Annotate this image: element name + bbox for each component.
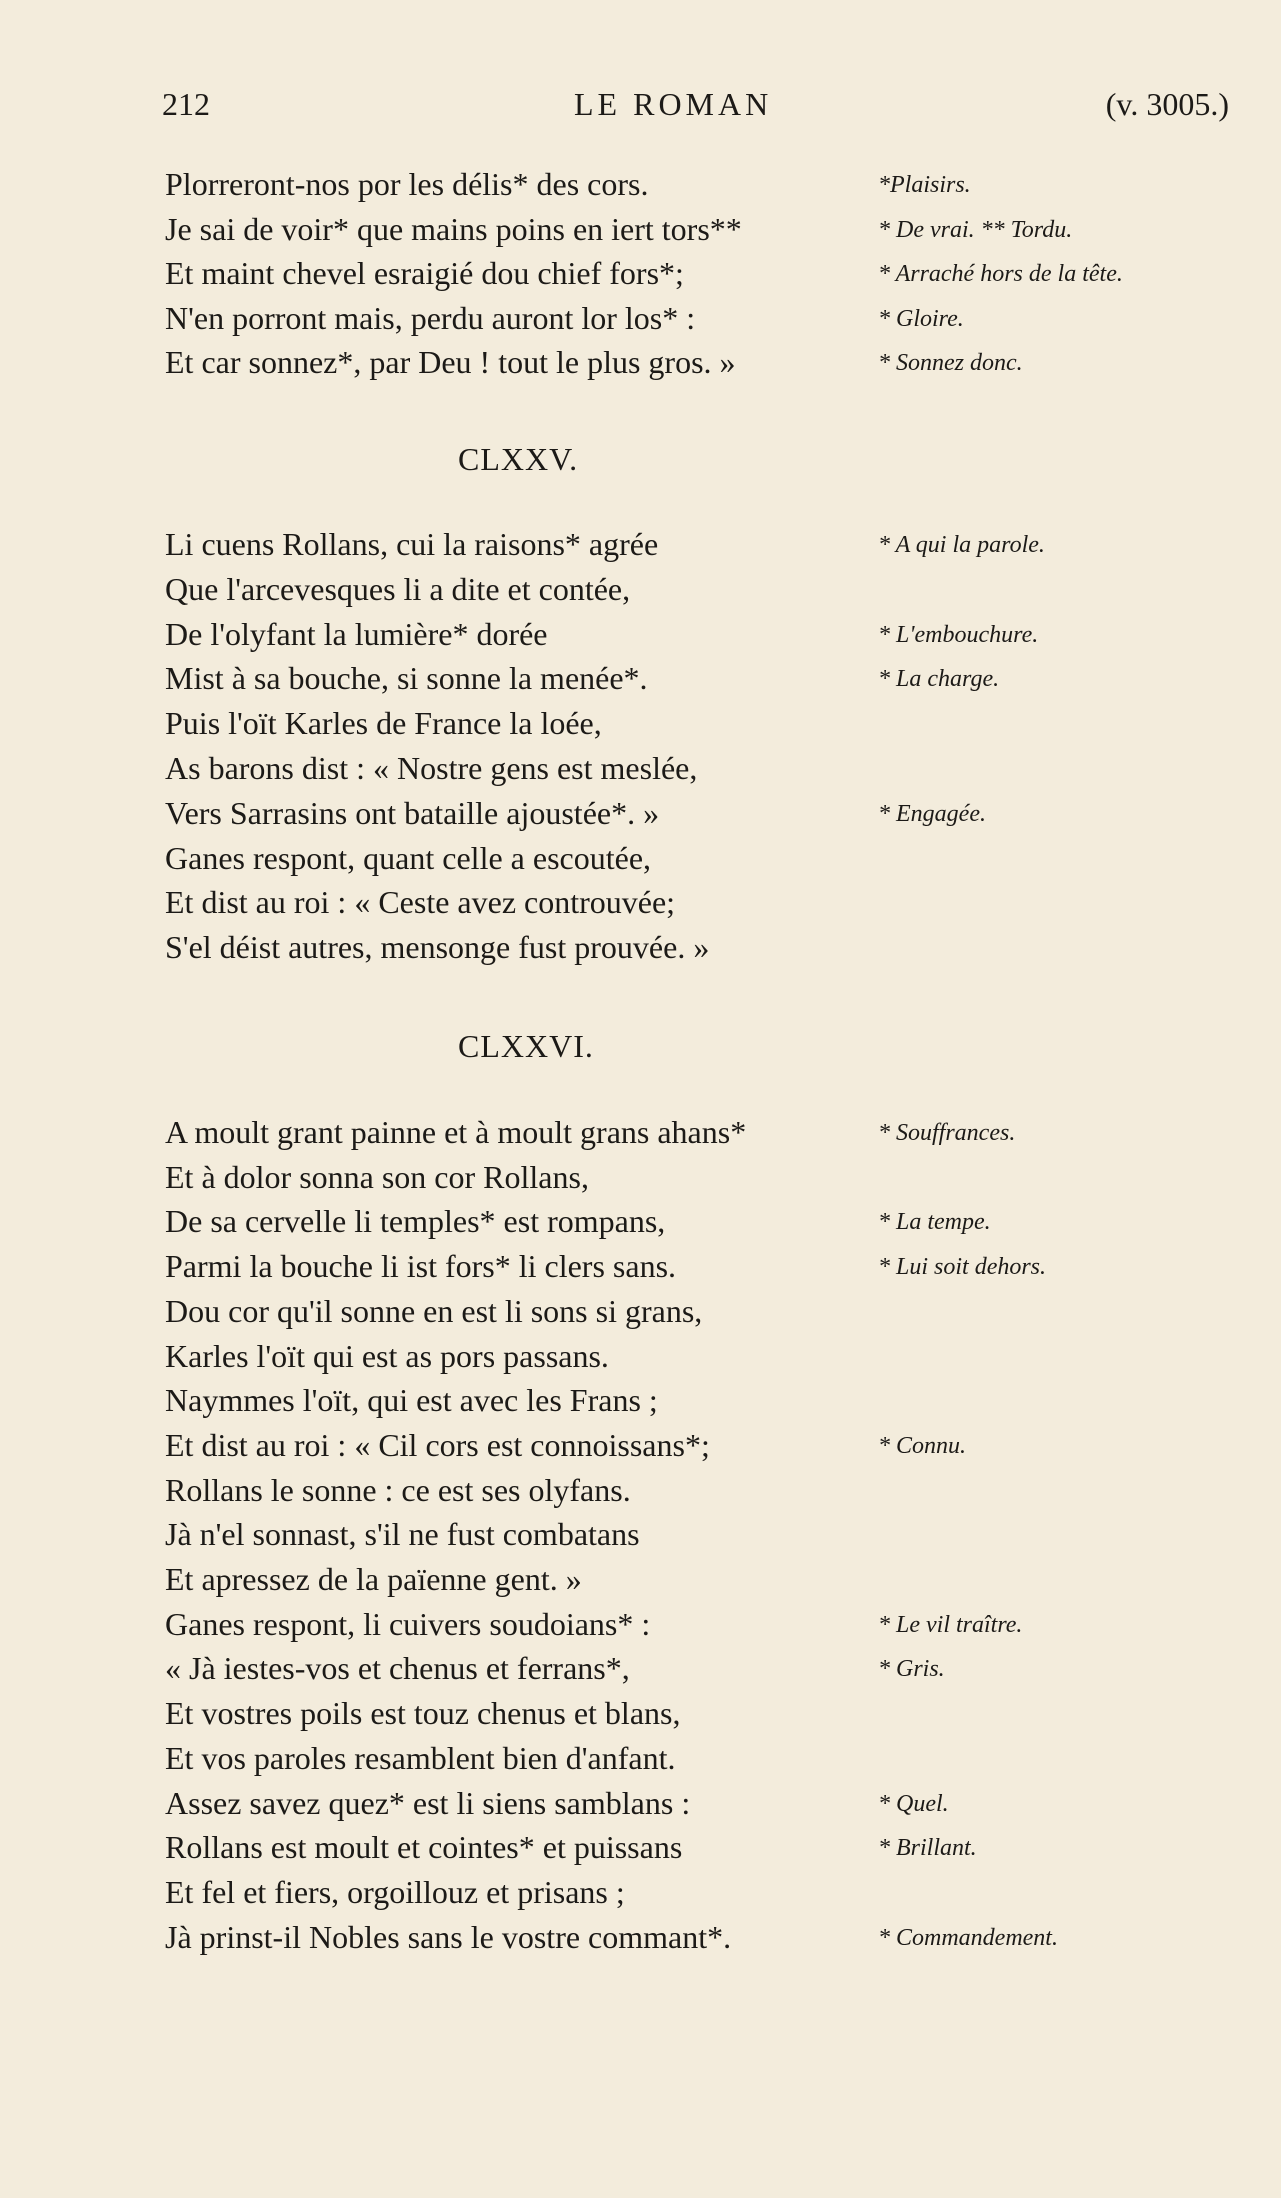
verse-line [0,1695,1281,1741]
verse-line [0,840,1281,886]
verse-text: Et fel et fiers, orgoillouz et prisans ; [165,1873,625,1910]
verse-text: Jà prinst-il Nobles sans le vostre commant*. [165,1918,732,1955]
verse-text: Et maint chevel esraigié dou chief fors*; [165,255,684,291]
verse-line [0,1650,1281,1696]
marginal-gloss: * La charge. [878,666,1000,693]
marginal-gloss: * Lui soit dehors. [878,1254,1047,1281]
verse-line [0,705,1281,751]
verse-text: Et vos paroles resamblent bien d'anfant. [165,1739,676,1776]
verse-text: Li cuens Rollans, cui la raisons* agrée [165,526,659,562]
verse-text: As barons dist : « Nostre gens est meslée, [165,750,698,786]
verse-line [0,1248,1281,1294]
verse-line [0,571,1281,617]
verse-line [0,1785,1281,1831]
verse-text: Je sai de voir* que mains poins en iert tors** [165,210,742,247]
verse-line [0,1382,1281,1428]
verse-line [0,255,1281,301]
verse-line [0,300,1281,346]
verse-line [0,1606,1281,1652]
verse-line [0,1114,1281,1160]
verse-text: Et dist au roi : « Cil cors est connoissans*; [165,1426,710,1463]
marginal-gloss: * Brillant. [878,1835,977,1862]
verse-text: De l'olyfant la lumière* dorée [165,615,548,652]
verse-text: Dou cor qu'il sonne en est li sons si grans, [165,1292,703,1329]
verse-line [0,1829,1281,1875]
running-title: LE ROMAN [574,86,773,122]
verse-text: Rollans le sonne : ce est ses olyfans. [165,1471,631,1508]
verse-text: N'en porront mais, perdu auront lor los* : [165,299,696,336]
verse-line [0,211,1281,257]
verse-text: Que l'arcevesques li a dite et contée, [165,570,631,607]
verse-text: Naymmes l'oït, qui est avec les Frans ; [165,1382,658,1419]
verse-line [0,526,1281,572]
verse-line [0,750,1281,796]
verse-line [0,1159,1281,1205]
stanza-title: CLXXVI. [458,1028,594,1064]
stanza-title: CLXXV. [458,441,579,477]
marginal-gloss: * A qui la parole. [878,532,1045,558]
verse-line [0,344,1281,390]
verse-line [0,616,1281,662]
verse-text: Parmi la bouche li ist fors* li clers sans. [165,1248,677,1285]
verse-text: S'el déist autres, mensonge fust prouvée. » [165,929,710,966]
running-header [162,86,1229,130]
verse-text: De sa cervelle li temples* est rompans, [165,1203,666,1240]
verse-text: Et vostres poils est touz chenus et blans, [165,1695,681,1732]
verse-text: « Jà iestes-vos et chenus et ferrans*, [165,1650,630,1687]
verse-text: Ganes respont, quant celle a escoutée, [165,839,652,876]
verse-text: Assez savez quez* est li siens samblans : [165,1784,691,1821]
marginal-gloss: * Arraché hors de la tête. [878,261,1123,287]
verse-text: Et dist au roi : « Ceste avez controuvée; [165,884,676,921]
verse-text: Et apressez de la païenne gent. » [165,1561,582,1597]
marginal-gloss: * Engagée. [878,800,986,827]
verse-line [0,1203,1281,1249]
marginal-gloss: * Gloire. [878,305,964,332]
marginal-gloss: * Sonnez donc. [878,350,1023,376]
verse-line [0,1293,1281,1339]
verse-text: Puis l'oït Karles de France la loée, [165,705,602,742]
marginal-gloss: *Plaisirs. [878,172,971,198]
marginal-gloss: * La tempe. [878,1209,991,1236]
verse-line [0,795,1281,841]
verse-line [0,884,1281,930]
verse-text: Mist à sa bouche, si sonne la menée*. [165,660,648,697]
verse-text: Ganes respont, li cuivers soudoians* : [165,1605,651,1642]
verse-line [0,166,1281,212]
verse-line [0,1874,1281,1920]
marginal-gloss: * Commandement. [878,1924,1058,1951]
verse-text: Et à dolor sonna son cor Rollans, [165,1158,589,1195]
page-number: 212 [162,86,210,122]
verse-text: Jà n'el sonnast, s'il ne fust combatans [165,1516,640,1553]
verse-text: Rollans est moult et cointes* et puissans [165,1829,683,1866]
verse-text: Plorreront-nos por les délis* des cors. [165,166,649,202]
verse-line [0,929,1281,975]
marginal-gloss: * Le vil traître. [878,1611,1023,1638]
verse-line [0,1516,1281,1562]
verse-line [0,1472,1281,1518]
verse-line [0,1427,1281,1473]
verse-reference: (v. 3005.) [1105,86,1229,122]
verse-line [0,1338,1281,1384]
verse-line [0,1740,1281,1786]
verse-text: Et car sonnez*, par Deu ! tout le plus gros. » [165,344,736,380]
verse-line [0,1561,1281,1607]
marginal-gloss: * L'embouchure. [878,621,1039,648]
marginal-gloss: * Connu. [878,1432,967,1459]
verse-text: Karles l'oït qui est as pors passans. [165,1337,609,1374]
marginal-gloss: * Souffrances. [878,1120,1016,1146]
marginal-gloss: * Gris. [878,1656,945,1683]
verse-line [0,660,1281,706]
marginal-gloss: * Quel. [878,1790,949,1817]
marginal-gloss: * De vrai. ** Tordu. [878,216,1073,243]
verse-text: Vers Sarrasins ont bataille ajoustée*. » [165,794,660,831]
verse-text: A moult grant painne et à moult grans ahans* [165,1114,747,1150]
verse-line [0,1919,1281,1965]
